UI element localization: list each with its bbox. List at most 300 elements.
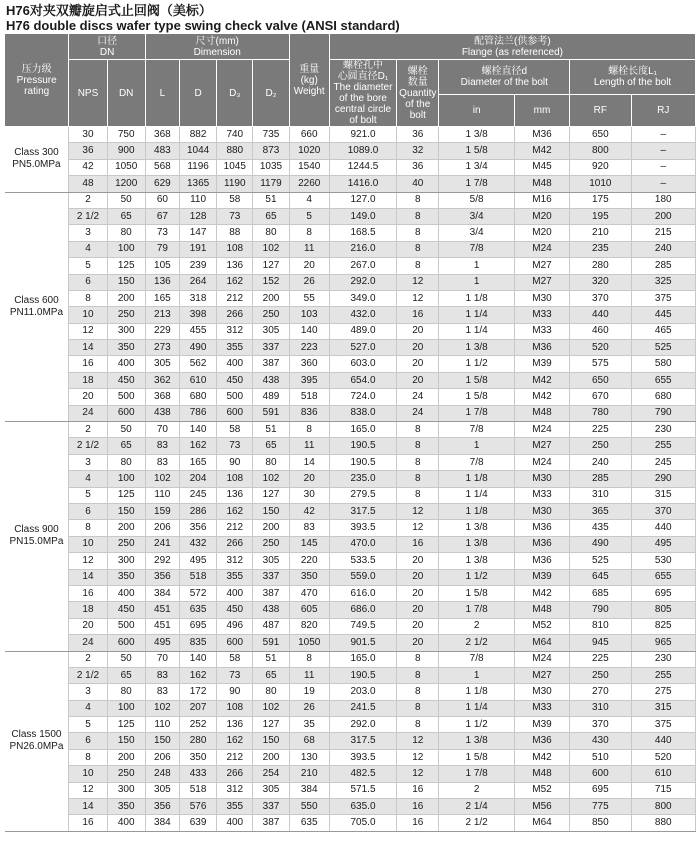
table-cell: 455	[179, 323, 216, 339]
table-cell: 80	[253, 684, 289, 700]
table-cell: 73	[217, 667, 253, 683]
table-cell: 248	[145, 766, 179, 782]
table-cell: 30	[289, 487, 329, 503]
table-cell: 200	[107, 290, 145, 306]
table-cell: 229	[145, 323, 179, 339]
table-row	[5, 143, 696, 159]
table-cell: 252	[179, 717, 216, 733]
table-cell: 300	[107, 323, 145, 339]
table-cell: 73	[145, 225, 179, 241]
table-cell: 660	[289, 127, 329, 143]
table-cell: 490	[570, 536, 631, 552]
table-cell: 2 1/2	[439, 815, 514, 831]
table-cell: 305	[253, 323, 289, 339]
table-cell: 520	[570, 340, 631, 356]
table-row	[5, 815, 696, 831]
table-cell: 20	[69, 389, 107, 405]
header-bolt-quantity: 螺栓 数量 Quantity of the bolt	[397, 60, 439, 127]
table-row	[5, 700, 696, 716]
table-cell: 1 5/8	[439, 143, 514, 159]
table-cell: 1179	[253, 176, 289, 192]
header-d: D	[179, 60, 216, 127]
table-cell: 70	[145, 651, 179, 667]
table-cell: 650	[570, 127, 631, 143]
table-cell: 212	[217, 290, 253, 306]
table-cell: 65	[107, 667, 145, 683]
table-cell: 2 1/2	[69, 208, 107, 224]
table-cell: 400	[217, 585, 253, 601]
pressure-class-cell: Class 1500 PN26.0MPa	[5, 651, 69, 831]
table-cell: 580	[631, 356, 696, 372]
table-cell: 5	[69, 717, 107, 733]
table-cell: M30	[514, 684, 569, 700]
table-cell: 149.0	[329, 208, 396, 224]
table-cell: 210	[570, 225, 631, 241]
table-cell: 267.0	[329, 258, 396, 274]
table-cell: 1 7/8	[439, 602, 514, 618]
table-cell: 65	[253, 667, 289, 683]
table-cell: 775	[570, 799, 631, 815]
table-cell: 10	[69, 536, 107, 552]
header-rf: RF	[570, 94, 631, 126]
table-cell: 165.0	[329, 422, 396, 438]
table-row	[5, 176, 696, 192]
table-cell: 191	[179, 241, 216, 257]
table-cell: M27	[514, 667, 569, 683]
table-cell: M24	[514, 241, 569, 257]
table-cell: 559.0	[329, 569, 396, 585]
table-cell: 489	[253, 389, 289, 405]
table-cell: 1 1/4	[439, 487, 514, 503]
table-cell: 530	[631, 553, 696, 569]
table-cell: 127.0	[329, 192, 396, 208]
table-cell: M30	[514, 471, 569, 487]
table-cell: 882	[179, 127, 216, 143]
table-cell: M36	[514, 340, 569, 356]
table-cell: 533.5	[329, 553, 396, 569]
table-cell: 337	[253, 569, 289, 585]
table-cell: 280	[570, 258, 631, 274]
table-row	[5, 405, 696, 421]
table-cell: 1	[439, 667, 514, 683]
table-cell: 215	[631, 225, 696, 241]
table-row	[5, 520, 696, 536]
table-cell: 147	[179, 225, 216, 241]
table-cell: 102	[253, 241, 289, 257]
table-cell: 433	[179, 766, 216, 782]
table-cell: 14	[69, 569, 107, 585]
table-cell: 356	[145, 569, 179, 585]
table-cell: 136	[217, 487, 253, 503]
table-cell: 125	[107, 487, 145, 503]
table-cell: 30	[69, 127, 107, 143]
table-cell: 165.0	[329, 651, 396, 667]
table-cell: 165	[179, 454, 216, 470]
table-cell: 250	[107, 766, 145, 782]
table-cell: 105	[145, 258, 179, 274]
table-cell: 965	[631, 635, 696, 651]
title-chinese: H76对夹双瓣旋启式止回阀（美标）	[6, 3, 212, 18]
table-cell: 1 3/4	[439, 159, 514, 175]
table-cell: 213	[145, 307, 179, 323]
table-cell: 8	[397, 454, 439, 470]
table-cell: 400	[107, 815, 145, 831]
header-bore-diameter: 螺栓孔中 心圆直径D₁ The diameter of the bore central circle of bolt	[329, 60, 396, 127]
header-dimension: 尺寸(mm) Dimension	[145, 34, 289, 60]
table-cell: 337	[253, 799, 289, 815]
table-cell: 24	[397, 405, 439, 421]
table-cell: 318	[179, 290, 216, 306]
table-cell: 235	[570, 241, 631, 257]
table-cell: 67	[145, 208, 179, 224]
table-cell: 280	[179, 733, 216, 749]
table-cell: 400	[107, 585, 145, 601]
header-nps: NPS	[69, 60, 107, 127]
table-cell: M24	[514, 651, 569, 667]
table-cell: 686.0	[329, 602, 396, 618]
table-cell: 42	[69, 159, 107, 175]
table-cell: 384	[289, 782, 329, 798]
table-cell: 451	[145, 618, 179, 634]
table-cell: M64	[514, 635, 569, 651]
table-cell: 1 1/8	[439, 471, 514, 487]
table-cell: 24	[69, 405, 107, 421]
title-block	[0, 0, 700, 33]
table-cell: 1200	[107, 176, 145, 192]
table-cell: 266	[217, 307, 253, 323]
table-cell: 65	[253, 438, 289, 454]
table-cell: 384	[145, 585, 179, 601]
table-row	[5, 618, 696, 634]
table-cell: 230	[631, 422, 696, 438]
table-cell: 387	[253, 585, 289, 601]
table-cell: 495	[631, 536, 696, 552]
table-cell: 836	[289, 405, 329, 421]
table-cell: M42	[514, 749, 569, 765]
table-cell: 80	[107, 225, 145, 241]
table-cell: 150	[107, 274, 145, 290]
table-cell: 20	[397, 553, 439, 569]
header-d2: D₂	[253, 60, 289, 127]
table-cell: 65	[107, 438, 145, 454]
table-cell: M36	[514, 733, 569, 749]
table-cell: 127	[253, 258, 289, 274]
table-cell: 14	[69, 799, 107, 815]
table-cell: M33	[514, 323, 569, 339]
table-cell: 5	[69, 487, 107, 503]
table-cell: 175	[570, 192, 631, 208]
table-cell: 1 5/8	[439, 749, 514, 765]
table-cell: 1 7/8	[439, 405, 514, 421]
table-cell: 562	[179, 356, 216, 372]
table-row	[5, 127, 696, 143]
header-weight: 重量 (kg) Weight	[289, 34, 329, 127]
table-cell: 230	[631, 651, 696, 667]
table-cell: 400	[217, 815, 253, 831]
table-cell: 18	[69, 602, 107, 618]
table-cell: 12	[397, 733, 439, 749]
table-cell: 325	[631, 274, 696, 290]
table-cell: 1244.5	[329, 159, 396, 175]
table-cell: 368	[145, 389, 179, 405]
table-cell: 398	[179, 307, 216, 323]
table-cell: 102	[145, 700, 179, 716]
table-cell: 250	[253, 307, 289, 323]
table-cell: 10	[69, 766, 107, 782]
table-cell: 518	[179, 569, 216, 585]
table-cell: 223	[289, 340, 329, 356]
table-cell: 20	[397, 635, 439, 651]
table-row	[5, 503, 696, 519]
table-cell: 600	[107, 635, 145, 651]
table-cell: 310	[570, 487, 631, 503]
table-cell: 1 5/8	[439, 585, 514, 601]
table-cell: 600	[107, 405, 145, 421]
table-cell: 1 7/8	[439, 176, 514, 192]
table-cell: 102	[253, 471, 289, 487]
table-cell: 400	[217, 356, 253, 372]
table-cell: 740	[217, 127, 253, 143]
table-cell: 1045	[217, 159, 253, 175]
table-cell: 162	[179, 667, 216, 683]
table-cell: 350	[107, 799, 145, 815]
table-cell: 482.5	[329, 766, 396, 782]
table-row	[5, 241, 696, 257]
table-cell: M20	[514, 208, 569, 224]
table-cell: 470.0	[329, 536, 396, 552]
table-cell: 264	[179, 274, 216, 290]
table-cell: 180	[631, 192, 696, 208]
table-cell: 241.5	[329, 700, 396, 716]
table-cell: M42	[514, 372, 569, 388]
table-cell: 1 3/8	[439, 340, 514, 356]
table-cell: 16	[397, 799, 439, 815]
table-cell: 525	[570, 553, 631, 569]
table-cell: 654.0	[329, 372, 396, 388]
table-cell: 24	[397, 389, 439, 405]
table-cell: 51	[253, 422, 289, 438]
table-cell: 8	[397, 651, 439, 667]
table-cell: 127	[253, 717, 289, 733]
table-cell: 1 1/4	[439, 323, 514, 339]
table-cell: 629	[145, 176, 179, 192]
table-cell: 4	[69, 700, 107, 716]
table-cell: 79	[145, 241, 179, 257]
table-cell: 695	[570, 782, 631, 798]
table-cell: 8	[397, 684, 439, 700]
table-cell: 50	[107, 422, 145, 438]
table-cell: 55	[289, 290, 329, 306]
table-cell: 168.5	[329, 225, 396, 241]
table-cell: 1 1/8	[439, 290, 514, 306]
table-cell: 16	[397, 782, 439, 798]
table-cell: M24	[514, 422, 569, 438]
table-cell: 5	[69, 258, 107, 274]
table-cell: 12	[397, 766, 439, 782]
table-cell: 1 3/8	[439, 127, 514, 143]
table-cell: M52	[514, 782, 569, 798]
table-cell: 11	[289, 667, 329, 683]
table-cell: 312	[217, 553, 253, 569]
table-cell: 190.5	[329, 454, 396, 470]
table-cell: 1	[439, 274, 514, 290]
table-cell: 12	[397, 749, 439, 765]
table-cell: 292	[145, 553, 179, 569]
table-cell: 20	[397, 340, 439, 356]
table-cell: 103	[289, 307, 329, 323]
table-cell: M33	[514, 307, 569, 323]
table-cell: 355	[217, 340, 253, 356]
table-cell: 1 3/8	[439, 536, 514, 552]
table-cell: 438	[145, 405, 179, 421]
table-cell: 1 1/2	[439, 356, 514, 372]
table-cell: 241	[145, 536, 179, 552]
table-cell: 1416.0	[329, 176, 396, 192]
table-cell: M48	[514, 176, 569, 192]
table-cell: 450	[107, 372, 145, 388]
table-cell: M42	[514, 143, 569, 159]
table-cell: 65	[253, 208, 289, 224]
table-cell: 12	[69, 323, 107, 339]
table-cell: 375	[631, 290, 696, 306]
table-cell: 20	[397, 585, 439, 601]
header-bolt-diameter: 螺栓直径d Diameter of the bolt	[439, 60, 570, 95]
table-cell: 8	[397, 258, 439, 274]
table-cell: 210	[289, 766, 329, 782]
table-row	[5, 323, 696, 339]
table-cell: 465	[631, 323, 696, 339]
table-cell: 312	[217, 323, 253, 339]
table-cell: 4	[69, 241, 107, 257]
table-cell: 8	[289, 225, 329, 241]
table-cell: 150	[107, 503, 145, 519]
header-dn: 口径 DN	[69, 34, 145, 60]
table-cell: 8	[397, 241, 439, 257]
table-row	[5, 258, 696, 274]
table-cell: 58	[217, 422, 253, 438]
table-cell: 805	[631, 602, 696, 618]
table-cell: 172	[179, 684, 216, 700]
table-cell: 800	[570, 143, 631, 159]
table-cell: 435	[570, 520, 631, 536]
table-cell: 108	[217, 471, 253, 487]
table-cell: 206	[145, 749, 179, 765]
table-cell: 470	[289, 585, 329, 601]
table-cell: 495	[179, 553, 216, 569]
table-cell: 204	[179, 471, 216, 487]
table-cell: M27	[514, 274, 569, 290]
table-cell: 130	[289, 749, 329, 765]
table-cell: 36	[397, 159, 439, 175]
table-row	[5, 372, 696, 388]
table-cell: 159	[145, 503, 179, 519]
table-cell: 1050	[107, 159, 145, 175]
table-cell: 8	[397, 208, 439, 224]
table-cell: 83	[289, 520, 329, 536]
table-cell: 430	[570, 733, 631, 749]
table-cell: –	[631, 176, 696, 192]
table-cell: 600	[570, 766, 631, 782]
table-cell: 286	[179, 503, 216, 519]
table-cell: 1 1/8	[439, 503, 514, 519]
table-cell: 6	[69, 274, 107, 290]
table-cell: 395	[289, 372, 329, 388]
table-cell: 650	[570, 372, 631, 388]
table-cell: 20	[397, 569, 439, 585]
table-cell: 1 7/8	[439, 766, 514, 782]
table-cell: 11	[289, 241, 329, 257]
table-cell: 591	[253, 405, 289, 421]
table-cell: 1 1/2	[439, 569, 514, 585]
table-cell: 145	[289, 536, 329, 552]
table-cell: 300	[107, 553, 145, 569]
table-cell: 568	[145, 159, 179, 175]
table-cell: 825	[631, 618, 696, 634]
table-cell: 250	[570, 667, 631, 683]
table-cell: 266	[217, 766, 253, 782]
table-cell: 450	[217, 602, 253, 618]
table-cell: 670	[570, 389, 631, 405]
table-cell: 16	[397, 307, 439, 323]
table-cell: –	[631, 127, 696, 143]
table-cell: 440	[631, 733, 696, 749]
table-cell: 695	[631, 585, 696, 601]
table-cell: 136	[145, 274, 179, 290]
table-cell: 432.0	[329, 307, 396, 323]
header-pressure-rating: 压力级 Pressure rating	[5, 34, 69, 127]
table-cell: 6	[69, 733, 107, 749]
table-cell: 24	[69, 635, 107, 651]
table-cell: 26	[289, 274, 329, 290]
table-cell: 8	[397, 717, 439, 733]
table-cell: 901.5	[329, 635, 396, 651]
table-row	[5, 651, 696, 667]
table-cell: 235.0	[329, 471, 396, 487]
table-cell: 850	[570, 815, 631, 831]
table-cell: 200	[253, 290, 289, 306]
header-rj: RJ	[631, 94, 696, 126]
table-row	[5, 454, 696, 470]
table-cell: M48	[514, 602, 569, 618]
table-cell: 1 3/8	[439, 520, 514, 536]
table-row	[5, 585, 696, 601]
table-cell: 7/8	[439, 241, 514, 257]
table-cell: 18	[69, 372, 107, 388]
table-cell: 16	[397, 815, 439, 831]
table-cell: 8	[69, 290, 107, 306]
table-cell: 362	[145, 372, 179, 388]
table-cell: M48	[514, 766, 569, 782]
table-cell: 873	[253, 143, 289, 159]
table-row	[5, 471, 696, 487]
table-cell: 2	[439, 782, 514, 798]
table-cell: 3	[69, 225, 107, 241]
table-row	[5, 733, 696, 749]
table-cell: 58	[217, 192, 253, 208]
table-cell: 50	[107, 651, 145, 667]
table-cell: 310	[570, 700, 631, 716]
table-cell: 40	[397, 176, 439, 192]
table-cell: 140	[179, 422, 216, 438]
table-cell: M45	[514, 159, 569, 175]
table-body	[5, 127, 696, 832]
table-cell: 162	[217, 503, 253, 519]
table-cell: 14	[289, 454, 329, 470]
table-cell: 2	[69, 192, 107, 208]
table-cell: 36	[397, 127, 439, 143]
table-cell: 4	[69, 471, 107, 487]
table-cell: 438	[253, 602, 289, 618]
